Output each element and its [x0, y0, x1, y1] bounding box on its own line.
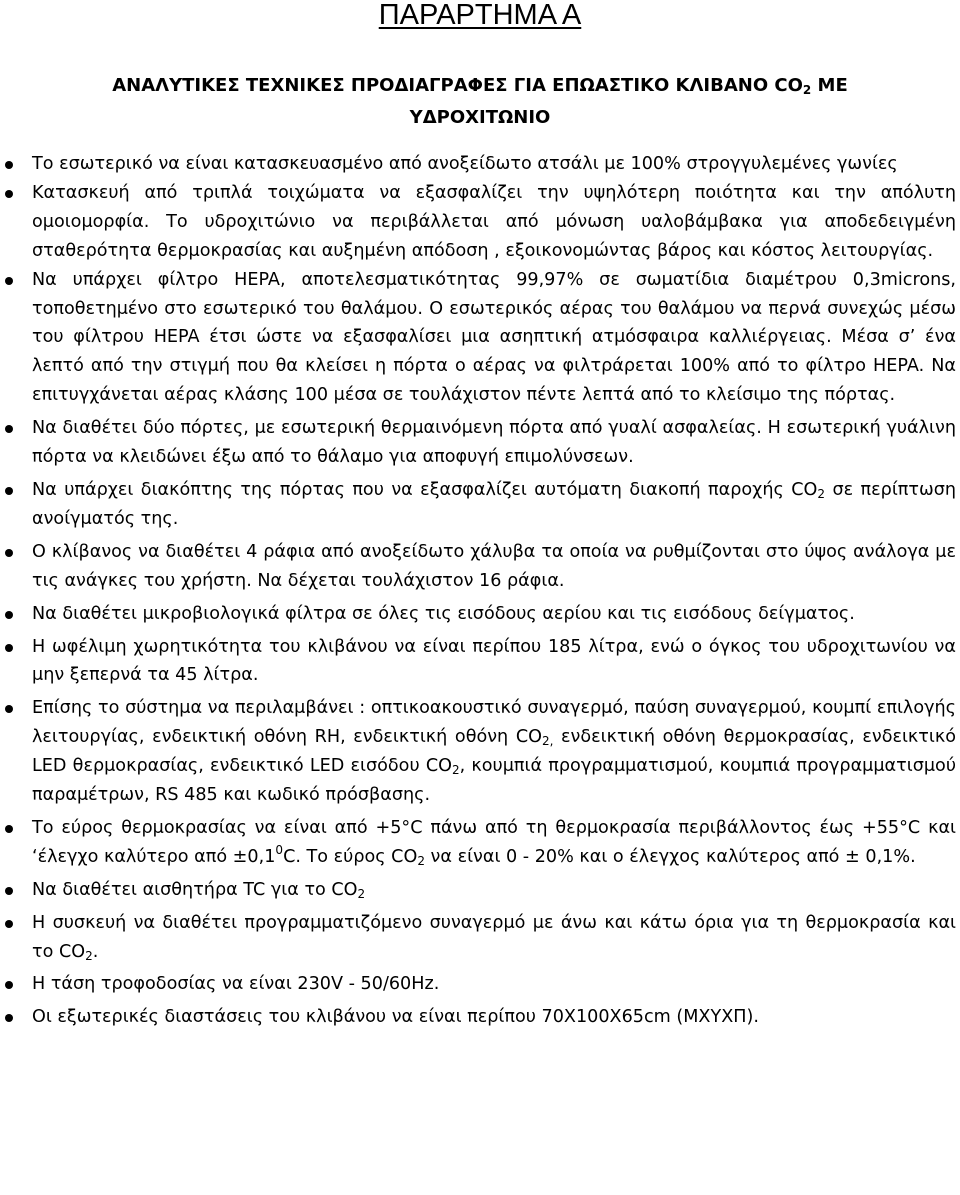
- list-item-text: Να υπάρχει διακόπτης της πόρτας που να εξασφαλίζει αυτόματη διακοπή παροχής CO: [32, 479, 818, 500]
- subscript: 2: [451, 763, 460, 778]
- subtitle-line-1-text: ΑΝΑΛΥΤΙΚΕΣ ΤΕΧΝΙΚΕΣ ΠΡΟΔΙΑΓΡΑΦΕΣ ΓΙΑ ΕΠΩΑΣΤΙΚΟ ΚΛΙΒΑΝΟ CO: [112, 75, 803, 96]
- list-item-text: , κουμπιά προγραμματισμού, κουμπιά προγραμματισμού παραμέτρων, RS 485 και κωδικό πρόσβασης.: [32, 756, 956, 806]
- list-item-text: Το εσωτερικό να είναι κατασκευασμένο από ανοξείδωτο ατσάλι με 100% στρογγυλεμένες γωνίες: [32, 154, 898, 174]
- list-item: [0, 814, 960, 872]
- subtitle-line-1: [40, 70, 920, 102]
- list-item: [0, 414, 960, 472]
- list-item-text: .: [92, 941, 99, 962]
- list-item-text: να είναι 0 - 20% και ο έλεγχος καλύτερος από ± 0,1%.: [424, 846, 916, 867]
- subtitle-subscript: 2: [802, 83, 812, 97]
- subscript: 2,: [541, 734, 554, 749]
- list-item: [0, 600, 960, 629]
- list-item-text: Να διαθέτει μικροβιολογικά φίλτρα σε όλες τις εισόδους αερίου και τις εισόδους δείγματος.: [32, 603, 855, 624]
- list-item-text: Κατασκευή από τριπλά τοιχώματα να εξασφαλίζει την υψηλότερη ποιότητα και την απόλυτη ομοιομορφία. Το υδροχιτώνιο να περιβάλλεται από μόνωση υαλοβάμβακα για αποδεδειγμένη σταθερότητα θερμοκρασίας και αυξημένη απόδοση , εξοικονομώντας βάρος και κόστος λειτουργίας.: [32, 182, 956, 261]
- list-item-text: Η τάση τροφοδοσίας να είναι 230V - 50/60Hz.: [32, 974, 440, 995]
- list-item: [0, 179, 960, 266]
- subscript: 2: [817, 486, 826, 501]
- list-item-text: Να διαθέτει αισθητήρα TC για το CO: [32, 879, 358, 900]
- subscript: 2: [417, 853, 425, 868]
- list-item: [0, 970, 960, 999]
- list-item: [0, 150, 960, 179]
- document-subtitle: [0, 70, 920, 134]
- list-item-text: ενδεικτική οθόνη θερμοκρασίας, ενδεικτικό LED θερμοκρασίας, ενδεικτικό LED εισόδου CO: [32, 727, 956, 777]
- list-item-text: Η συσκευή να διαθέτει προγραμματιζόμενο συναγερμό με άνω και κάτω όρια για τη θερμοκρασία και το CO: [32, 912, 956, 962]
- list-item: [0, 694, 960, 810]
- list-item: [0, 476, 960, 534]
- list-item-text: Η ωφέλιμη χωρητικότητα του κλιβάνου να είναι περίπου 185 λίτρα, ενώ ο όγκος του υδροχιτωνίου να μην ξεπερνά τα 45 λίτρα.: [32, 636, 956, 686]
- list-item: [0, 909, 960, 967]
- superscript: 0: [275, 842, 284, 857]
- list-item-text: Ο κλίβανος να διαθέτει 4 ράφια από ανοξείδωτο χάλυβα τα οποία να ρυθμίζονται στο ύψος ανάλογα με τις ανάγκες του χρήστη. Να δέχεται τουλάχιστον 16 ράφια.: [32, 541, 956, 591]
- list-item: [0, 1003, 960, 1032]
- list-item: [0, 538, 960, 596]
- list-item: [0, 266, 960, 411]
- list-item-text: Να διαθέτει δύο πόρτες, με εσωτερική θερμαινόμενη πόρτα από γυαλί ασφαλείας. Η εσωτερική γυάλινη πόρτα να κλειδώνει έξω από το θάλαμο για αποφυγή επιμολύνσεων.: [32, 418, 956, 468]
- list-item-text: Να υπάρχει φίλτρο HEPA, αποτελεσματικότητας 99,97% σε σωματίδια διαμέτρου 0,3microns, τοποθετημένο στο εσωτερικό του θαλάμου. Ο εσωτερικός αέρας του θαλάμου να περνά συνεχώς μέσω του φίλτρου HEPA έτσι ώστε να εξασφαλίσει μια ασηπτική ατμόσφαιρα καλλιέργειας. Μέσα σ’ ένα λεπτό από την στιγμή που θα κλείσει η πόρτα ο αέρας να φιλτράρεται 100% από το φίλτρο HEPA. Να επιτυγχάνεται αέρας κλάσης 100 μέσα σε τουλάχιστον πέντε λεπτά από το κλείσιμο της πόρτας.: [32, 269, 956, 406]
- list-item-text: C. Το εύρος CO: [283, 846, 418, 867]
- subscript: 2: [85, 948, 93, 963]
- page-title: ΠΑΡΑΡΤΗΜΑ Α: [378, 0, 582, 31]
- specification-list: [0, 150, 960, 1032]
- list-item: [0, 633, 960, 691]
- list-item: [0, 876, 960, 905]
- list-item-text: Επίσης το σύστημα να περιλαμβάνει : οπτικοακουστικό συναγερμό, παύση συναγερμού, κουμπί επιλογής λειτουργίας, ενδεικτική οθόνη RH, ενδεικτική οθόνη CO: [32, 698, 956, 748]
- list-item-text: σε περίπτωση ανοίγματός της.: [32, 479, 956, 529]
- subtitle-line-2: ΥΔΡΟΧΙΤΩΝΙΟ: [409, 107, 551, 128]
- subscript: 2: [357, 886, 366, 901]
- list-item-text: Οι εξωτερικές διαστάσεις του κλιβάνου να είναι περίπου 70X100X65cm (ΜΧΥΧΠ).: [32, 1007, 759, 1028]
- subtitle-line-1-end: ΜΕ: [811, 75, 848, 96]
- list-item-text: Το εύρος θερμοκρασίας να είναι από +5°C πάνω από τη θερμοκρασία περιβάλλοντος έως +55°C και ‘έλεγχο καλύτερο από ±0,1: [32, 817, 956, 867]
